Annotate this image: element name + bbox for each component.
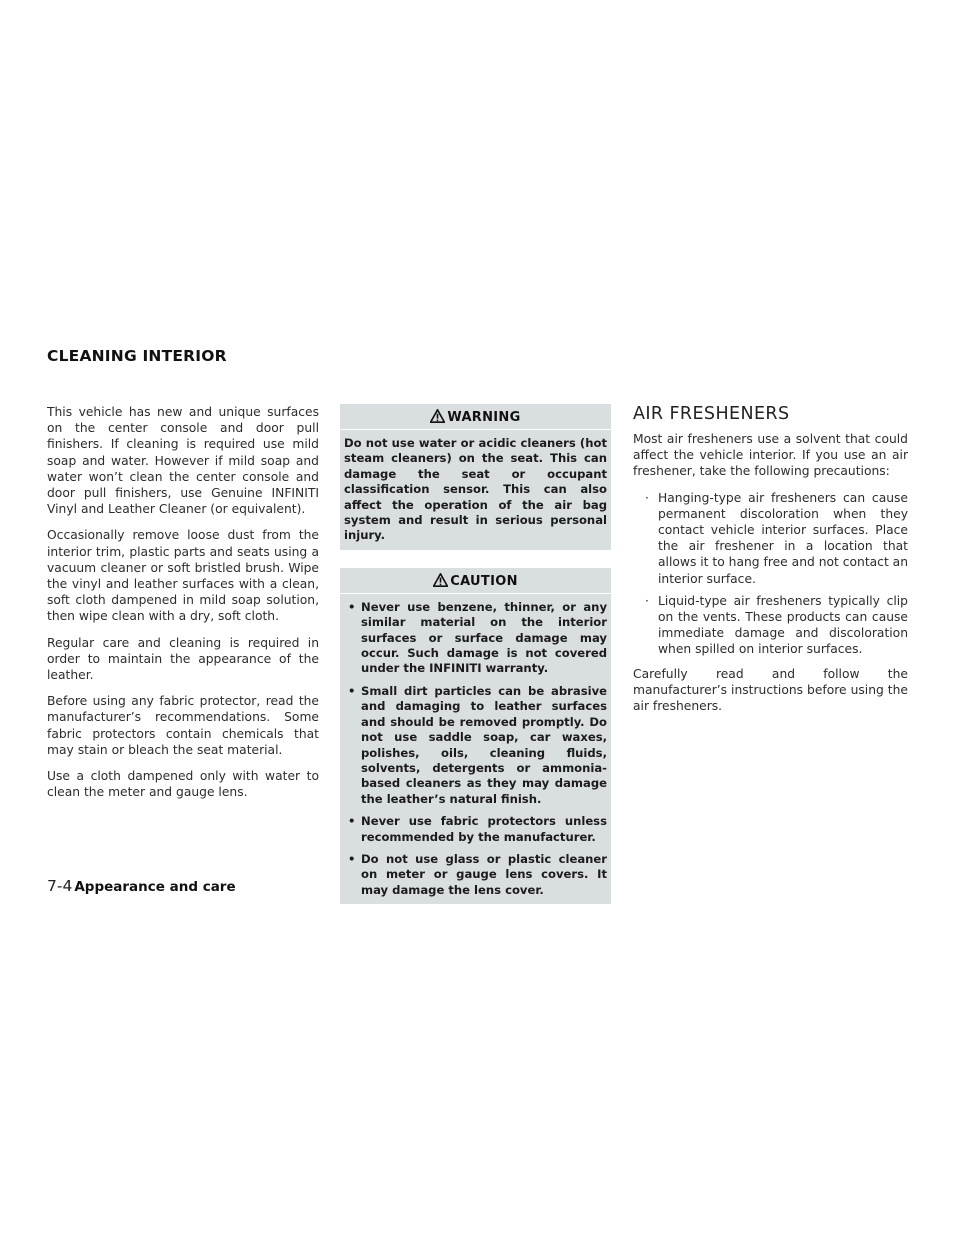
caution-list xyxy=(344,600,607,898)
caution-body xyxy=(340,594,611,904)
warning-body xyxy=(340,430,611,550)
right-column xyxy=(633,404,908,724)
caution-header xyxy=(340,568,611,593)
caution-item-text: Never use benzene, thinner, or any similar material on the interior surfaces or surface damage may occur. Such damage is not covered under the INFINITI warranty. xyxy=(361,599,607,676)
warning-title: WARNING xyxy=(447,410,521,425)
bullet-icon: · xyxy=(645,593,649,608)
page-footer xyxy=(47,876,236,895)
bullet-icon: • xyxy=(348,851,356,866)
bullet-icon: · xyxy=(645,490,649,505)
paragraph-surfaces: This vehicle has new and unique surfaces on the center console and door pull finishers. If cleaning is required use mild soap and water. However if mild soap and water won’t clean the center console and door pull finishers, use Genuine INFINITI Vinyl and Leather Cleaner (or equivalent). xyxy=(47,405,319,517)
bullet-icon: • xyxy=(348,683,356,698)
bullet-icon: • xyxy=(348,599,356,614)
bullet-icon: • xyxy=(348,814,356,829)
chapter-title: Appearance and care xyxy=(74,879,236,895)
paragraph-fabric-protector: Before using any fabric protector, read the manufacturer’s recommendations. Some fabric protectors contain chemicals that may stain or bleach the seat material. xyxy=(47,694,319,757)
caution-item-text: Small dirt particles can be abrasive and damaging to leather surfaces and should be removed promptly. Do not use saddle soap, car waxes, polishes, oils, cleaning fluids, solvents, detergents or ammonia-based cleaners as they may damage the leather’s natural finish. xyxy=(361,683,607,806)
warning-text: Do not use water or acidic cleaners (hot steam cleaners) on the seat. This can damage the seat or occupant classification sensor. This can also affect the operation of the air bag system and result in serious personal injury. xyxy=(344,436,607,543)
caution-item xyxy=(344,814,607,845)
list-item xyxy=(633,593,908,658)
warning-triangle-icon xyxy=(433,573,448,587)
middle-column xyxy=(340,404,611,904)
paragraph-meter-lens: Use a cloth dampened only with water to clean the meter and gauge lens. xyxy=(47,769,319,800)
air-fresheners-outro: Carefully read and follow the manufacturer’s instructions before using the air fresheners. xyxy=(633,666,908,714)
list-item xyxy=(633,490,908,587)
list-item-text: Liquid-type air fresheners typically clip on the vents. These products can cause immediate damage and discoloration when spilled on interior surfaces. xyxy=(658,593,908,657)
warning-header xyxy=(340,404,611,429)
air-fresheners-list xyxy=(633,490,908,658)
caution-item xyxy=(344,600,607,677)
caution-item xyxy=(344,684,607,807)
caution-box xyxy=(340,568,611,904)
caution-title: CAUTION xyxy=(450,573,518,589)
list-item-text: Hanging-type air fresheners can cause permanent discoloration when they contact vehicle interior surfaces. Place the air freshener in a location that allows it to hang free and not contact an interior surface. xyxy=(658,490,909,586)
left-column xyxy=(47,404,319,810)
caution-item-text: Do not use glass or plastic cleaner on meter or gauge lens covers. It may damage the lens cover. xyxy=(361,851,607,897)
caution-item-text: Never use fabric protectors unless recommended by the manufacturer. xyxy=(361,814,607,844)
warning-triangle-icon xyxy=(430,409,445,423)
caution-item xyxy=(344,852,607,898)
section-title: CLEANING INTERIOR xyxy=(47,347,227,365)
air-fresheners-title: AIR FRESHENERS xyxy=(633,404,790,424)
paragraph-dust: Occasionally remove loose dust from the interior trim, plastic parts and seats using a vacuum cleaner or soft bristled brush. Wipe the vinyl and leather surfaces with a clean, soft cloth dampened in mild soap solution, then wipe clean with a dry, soft cloth. xyxy=(47,528,319,624)
warning-box xyxy=(340,404,611,550)
page-number: 7-4 xyxy=(47,877,73,895)
paragraph-regular-care: Regular care and cleaning is required in order to maintain the appearance of the leather. xyxy=(47,635,319,683)
air-fresheners-intro: Most air fresheners use a solvent that could affect the vehicle interior. If you use an air freshener, take the following precautions: xyxy=(633,432,908,479)
